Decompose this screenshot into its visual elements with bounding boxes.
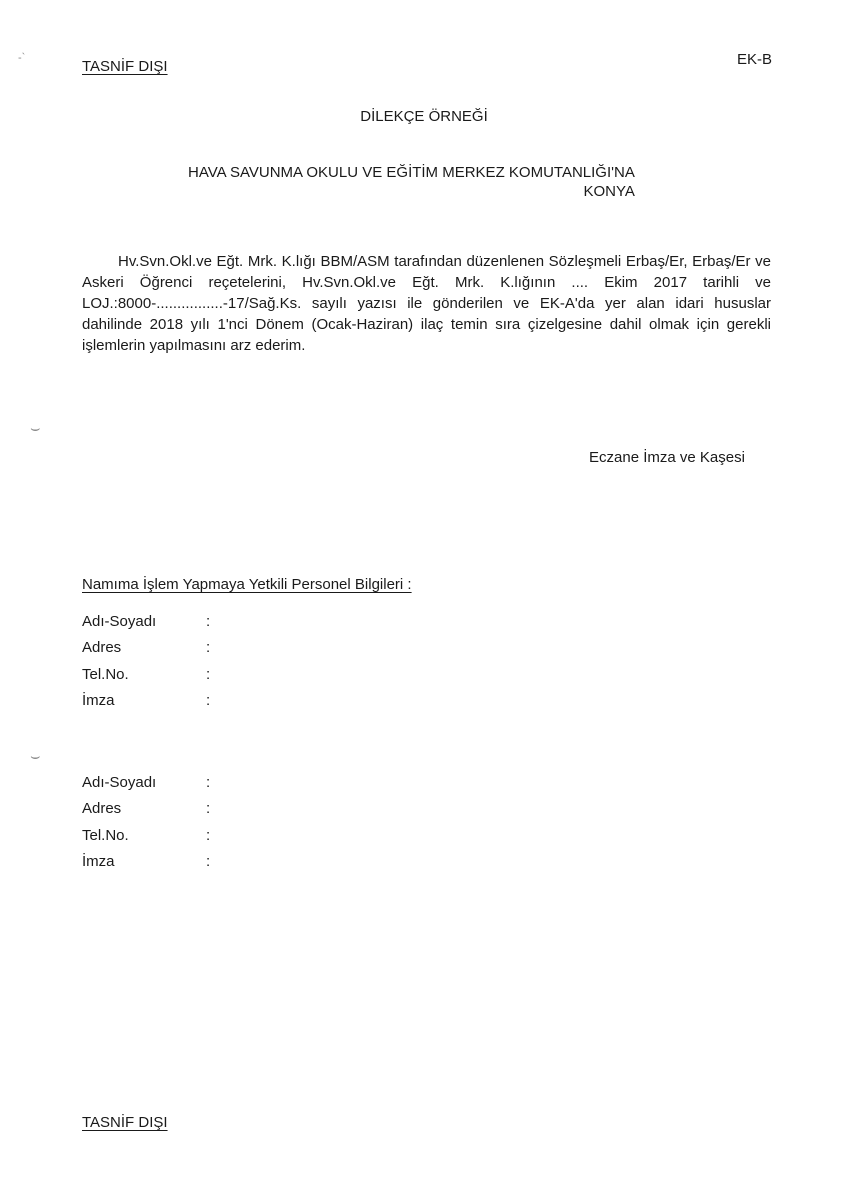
personnel-form-1 [82,608,616,714]
petition-body: Hv.Svn.Okl.ve Eğt. Mrk. K.lığı BBM/ASM tarafından düzenlenen Sözleşmeli Erbaş/Er, Erbaş/Er ve Askeri Öğrenci reçetelerini, Hv.Svn.Okl.ve Eğt. Mrk. K.lığının .... Ekim 2017 tarihli ve LOJ.:8000-................-17/Sağ.Ks. sayılı yazısı ile gönderilen ve EK-A'da yer alan idari hususlar dahilinde 2018 yılı 1'nci Dönem (Ocak-Haziran) ilaç temin sıra çizelgesine dahil olmak için gerekli işlemlerin yapılmasını arz ederim. [82,253,771,354]
form-row-address [82,635,616,662]
field-colon: : [206,800,211,818]
form-row-name [82,608,616,635]
classification-footer: TASNİF DIŞI [82,1114,168,1131]
annex-label: EK-B [736,51,772,68]
field-label: Adres [82,800,122,818]
recipient-block [188,163,635,201]
authorized-personnel-heading: Namıma İşlem Yapmaya Yetkili Personel Bilgileri : [82,576,412,593]
document-title: DİLEKÇE ÖRNEĞİ [360,108,488,125]
field-colon: : [206,612,211,630]
field-colon: : [206,853,211,871]
field-colon: : [206,665,211,683]
form-row-signature [82,688,616,715]
form-row-phone [82,822,616,849]
recipient-city: KONYA [583,183,635,200]
field-colon: : [206,773,211,791]
scan-artifact: -` [18,52,26,64]
personnel-form-2 [82,769,616,875]
form-row-signature [82,849,616,876]
field-label: İmza [82,692,115,710]
field-label: Tel.No. [82,826,129,844]
recipient-name: HAVA SAVUNMA OKULU VE EĞİTİM MERKEZ KOMUTANLIĞI'NA [188,164,635,181]
pharmacy-signature-label: Eczane İmza ve Kaşesi [589,449,745,466]
field-label: İmza [82,853,115,871]
form-row-address [82,796,616,823]
field-label: Tel.No. [82,665,129,683]
scan-artifact: ⌣ [30,420,41,437]
form-row-name [82,769,616,796]
field-colon: : [206,692,211,710]
scan-artifact: ⌣ [30,748,41,765]
classification-header: TASNİF DIŞI [82,58,168,75]
field-label: Adı-Soyadı [82,612,157,630]
form-row-phone [82,661,616,688]
field-colon: : [206,826,211,844]
field-colon: : [206,639,211,657]
field-label: Adı-Soyadı [82,773,157,791]
field-label: Adres [82,639,122,657]
